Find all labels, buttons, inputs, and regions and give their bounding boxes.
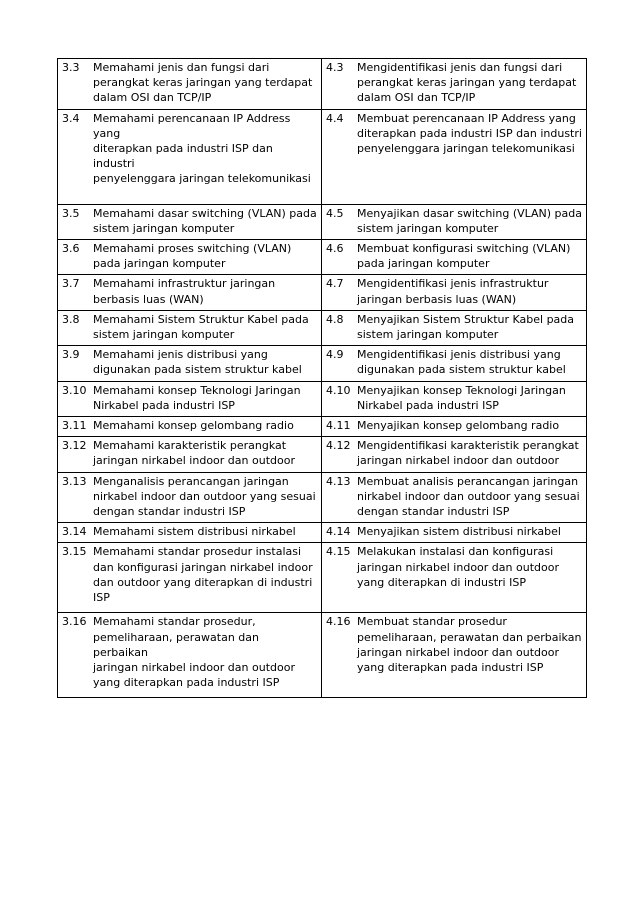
skill-competency-cell xyxy=(322,472,587,523)
competency-item xyxy=(326,383,582,413)
skill-competency-cell xyxy=(322,109,587,204)
competency-number: 4.4 xyxy=(326,111,344,125)
skill-competency-cell xyxy=(322,381,587,416)
table-row xyxy=(58,275,587,310)
skill-competency-cell xyxy=(322,523,587,543)
competency-text: Mengidentifikasi jenis infrastruktur jaringan berbasis luas (WAN) xyxy=(357,277,549,306)
competency-number: 4.6 xyxy=(326,242,344,256)
competency-item xyxy=(326,438,582,468)
skill-competency-cell xyxy=(322,437,587,472)
competency-number: 4.8 xyxy=(326,312,344,326)
competency-text: Menyajikan dasar switching (VLAN) pada sistem jaringan komputer xyxy=(357,206,583,235)
competency-number: 4.14 xyxy=(326,525,351,539)
competency-text: Menyajikan Sistem Struktur Kabel pada sistem jaringan komputer xyxy=(357,312,575,342)
competency-number: 4.11 xyxy=(326,419,351,433)
competency-text: Memahami jenis dan fungsi dari perangkat keras jaringan yang terdapat dalam OSI dan TCP/IP xyxy=(93,61,313,105)
basic-competency-cell xyxy=(58,472,322,523)
competency-text: Memahami infrastruktur jaringan berbasis luas (WAN) xyxy=(93,277,276,306)
competency-item xyxy=(62,111,317,187)
table-row xyxy=(58,59,587,110)
competency-item xyxy=(62,544,317,605)
basic-competency-cell xyxy=(58,523,322,543)
competency-item xyxy=(326,111,582,157)
skill-competency-cell xyxy=(322,613,587,698)
skill-competency-cell xyxy=(322,543,587,613)
skill-competency-cell xyxy=(322,417,587,437)
competency-item xyxy=(326,524,582,539)
competency-number: 4.9 xyxy=(326,348,344,362)
competency-item xyxy=(62,347,317,377)
competency-number: 4.15 xyxy=(326,545,351,559)
competency-text: Melakukan instalasi dan konfigurasi jaringan nirkabel indoor dan outdoor yang diterapkan di industri ISP xyxy=(357,545,559,589)
competency-number: 4.13 xyxy=(326,474,351,488)
table-row xyxy=(58,417,587,437)
table-row xyxy=(58,109,587,204)
competency-item xyxy=(62,524,317,539)
competency-item xyxy=(326,206,582,236)
competency-text: Memahami standar prosedur, pemeliharaan, perawatan dan perbaikan jaringan nirkabel indoor dan outdoor yang diterapkan pada industri ISP xyxy=(93,615,295,690)
competency-item xyxy=(62,474,317,520)
competency-number: 3.10 xyxy=(62,383,87,397)
competency-number: 4.12 xyxy=(326,439,351,453)
basic-competency-cell xyxy=(58,381,322,416)
competency-item xyxy=(62,312,317,342)
skill-competency-cell xyxy=(322,346,587,381)
competency-item xyxy=(62,418,317,433)
basic-competency-cell xyxy=(58,240,322,275)
skill-competency-cell xyxy=(322,59,587,110)
competency-text: Mengidentifikasi jenis dan fungsi dari perangkat keras jaringan yang terdapat dalam OSI dan TCP/IP xyxy=(357,61,577,105)
table-row xyxy=(58,310,587,345)
table-row xyxy=(58,613,587,698)
table-row xyxy=(58,240,587,275)
competency-text: Memahami konsep gelombang radio xyxy=(93,419,294,433)
competency-item xyxy=(326,276,582,306)
competency-item xyxy=(326,347,582,377)
competency-text: Memahami konsep Teknologi Jaringan Nirkabel pada industri ISP xyxy=(93,383,301,412)
competency-number: 3.11 xyxy=(62,419,87,433)
competency-number: 4.3 xyxy=(326,61,344,74)
competency-item xyxy=(62,206,317,236)
competency-number: 3.7 xyxy=(62,277,80,291)
table-row xyxy=(58,204,587,239)
competency-number: 3.12 xyxy=(62,439,87,453)
competency-number: 3.8 xyxy=(62,312,80,326)
table-row xyxy=(58,381,587,416)
competency-item xyxy=(62,241,317,271)
basic-competency-cell xyxy=(58,275,322,310)
table-row xyxy=(58,543,587,613)
competency-item xyxy=(326,474,582,520)
basic-competency-cell xyxy=(58,543,322,613)
competency-item xyxy=(62,383,317,413)
skill-competency-cell xyxy=(322,275,587,310)
competency-text: Membuat konfigurasi switching (VLAN) pada jaringan komputer xyxy=(357,242,571,271)
table-row xyxy=(58,523,587,543)
competency-text: Memahami Sistem Struktur Kabel pada sistem jaringan komputer xyxy=(93,312,309,342)
basic-competency-cell xyxy=(58,204,322,239)
competency-number: 3.6 xyxy=(62,242,80,256)
competency-text: Membuat perencanaan IP Address yang diterapkan pada industri ISP dan industri penyelenggara jaringan telekomunikasi xyxy=(357,111,582,156)
skill-competency-cell xyxy=(322,310,587,345)
competency-item xyxy=(326,241,582,271)
competency-text: Mengidentifikasi karakteristik perangkat jaringan nirkabel indoor dan outdoor xyxy=(357,439,579,468)
basic-competency-cell xyxy=(58,310,322,345)
basic-competency-cell xyxy=(58,613,322,698)
skill-competency-cell xyxy=(322,240,587,275)
competency-item xyxy=(326,544,582,590)
competency-number: 3.15 xyxy=(62,545,87,559)
competency-number: 3.3 xyxy=(62,61,80,74)
competency-number: 4.16 xyxy=(326,615,351,629)
competency-item xyxy=(62,614,317,690)
competency-text: Memahami perencanaan IP Address yang diterapkan pada industri ISP dan industri penyelenggara jaringan telekomunikasi xyxy=(93,111,311,186)
competency-text: Memahami sistem distribusi nirkabel xyxy=(93,525,296,539)
competency-number: 3.16 xyxy=(62,615,87,629)
competency-item xyxy=(326,418,582,433)
competency-text: Menyajikan konsep gelombang radio xyxy=(357,419,560,433)
competency-text: Memahami proses switching (VLAN) pada jaringan komputer xyxy=(93,242,292,271)
basic-competency-cell xyxy=(58,109,322,204)
competency-text: Memahami standar prosedur instalasi dan konfigurasi jaringan nirkabel indoor dan outdoor yang diterapkan di industri ISP xyxy=(93,545,313,605)
competency-number: 3.9 xyxy=(62,348,80,362)
basic-competency-cell xyxy=(58,59,322,110)
competency-text: Mengidentifikasi jenis distribusi yang digunakan pada sistem struktur kabel xyxy=(357,348,566,377)
competency-item xyxy=(326,614,582,675)
competency-text: Membuat standar prosedur pemeliharaan, perawatan dan perbaikan jaringan nirkabel indoor dan outdoor yang diterapkan pada industri ISP xyxy=(357,615,582,674)
competency-item xyxy=(326,312,582,342)
competency-item xyxy=(62,438,317,468)
competency-table-body xyxy=(58,59,587,698)
competency-item xyxy=(62,276,317,306)
competency-text: Memahami karakteristik perangkat jaringan nirkabel indoor dan outdoor xyxy=(93,439,295,468)
basic-competency-cell xyxy=(58,417,322,437)
competency-text: Membuat analisis perancangan jaringan nirkabel indoor dan outdoor yang sesuai dengan standar industri ISP xyxy=(357,474,580,519)
competency-number: 4.10 xyxy=(326,383,351,397)
competency-item xyxy=(326,60,582,106)
table-row xyxy=(58,437,587,472)
competency-item xyxy=(62,60,317,106)
basic-competency-cell xyxy=(58,346,322,381)
skill-competency-cell xyxy=(322,204,587,239)
competency-text: Memahami jenis distribusi yang digunakan pada sistem struktur kabel xyxy=(93,348,302,377)
competency-number: 3.13 xyxy=(62,474,87,488)
competency-number: 3.4 xyxy=(62,111,80,125)
competency-text: Menyajikan konsep Teknologi Jaringan Nirkabel pada industri ISP xyxy=(357,383,566,412)
competency-table xyxy=(57,58,587,698)
table-row xyxy=(58,346,587,381)
competency-text: Memahami dasar switching (VLAN) pada sistem jaringan komputer xyxy=(93,206,317,235)
basic-competency-cell xyxy=(58,437,322,472)
competency-number: 4.5 xyxy=(326,206,344,220)
competency-text: Menganalisis perancangan jaringan nirkabel indoor dan outdoor yang sesuai dengan standar industri ISP xyxy=(93,474,316,519)
competency-number: 3.14 xyxy=(62,525,87,539)
table-row xyxy=(58,472,587,523)
competency-text: Menyajikan sistem distribusi nirkabel xyxy=(357,525,561,539)
competency-number: 3.5 xyxy=(62,206,80,220)
competency-number: 4.7 xyxy=(326,277,344,291)
